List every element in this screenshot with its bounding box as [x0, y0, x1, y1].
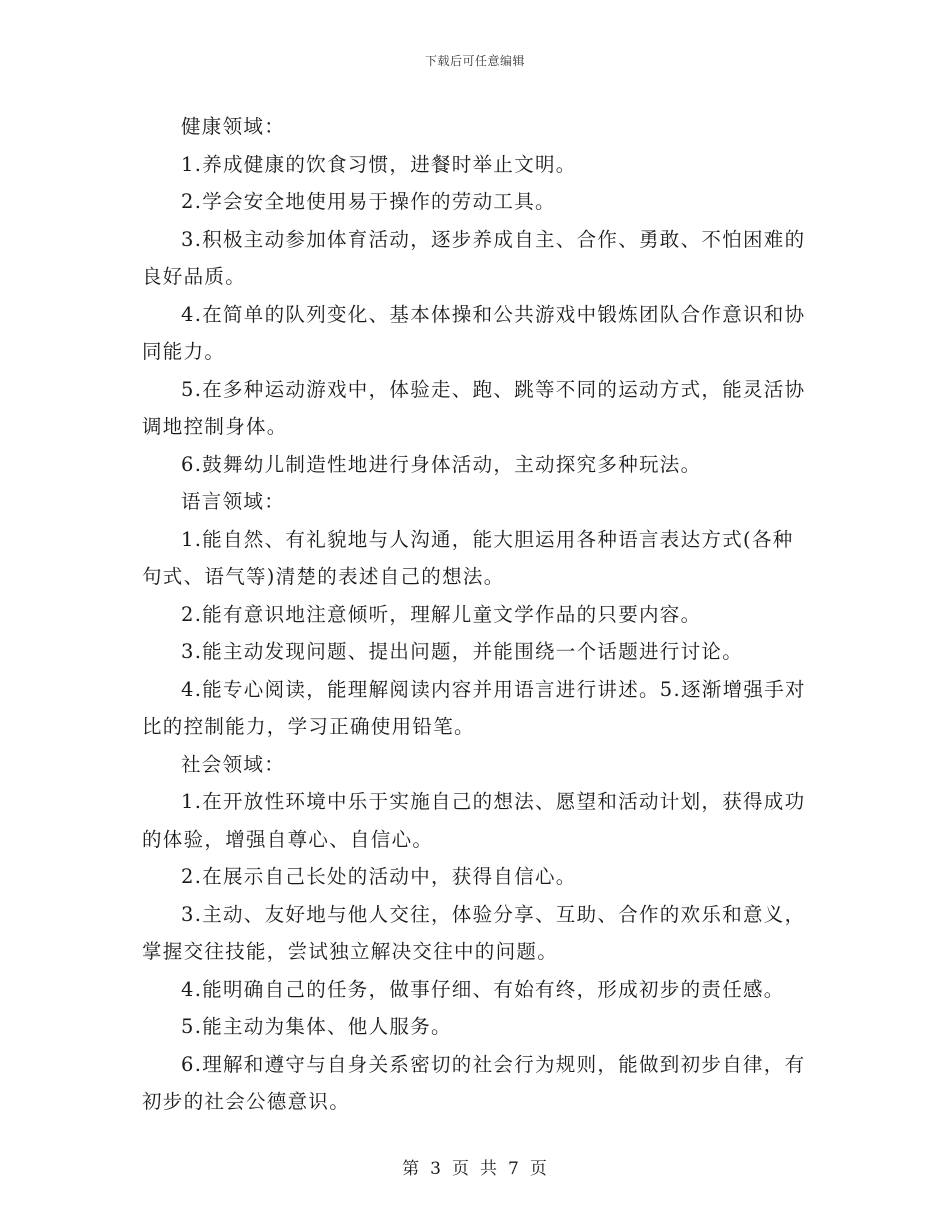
footer-total-label: 共	[480, 1159, 498, 1179]
footer-suffix: 页	[529, 1159, 548, 1179]
page-number-footer	[0, 1154, 950, 1179]
language-item-2: 2.能有意识地注意倾听，理解儿童文学作品的只要内容。	[181, 602, 702, 626]
health-item-6: 6.鼓舞幼儿制造性地进行身体活动，主动探究多种玩法。	[181, 452, 702, 476]
section-heading-social: 社会领域：	[181, 752, 286, 776]
social-item-6: 6.理解和遵守与自身关系密切的社会行为规则，能做到初步自律，有初步的社会公德意识。	[142, 1052, 806, 1113]
section-heading-health: 健康领域：	[181, 115, 286, 138]
language-item-3: 3.能主动发现问题、提出问题，并能围绕一个话题进行讨论。	[181, 640, 744, 663]
page-header-note: 下载后可任意编辑	[424, 54, 525, 68]
health-item-3: 3.积极主动参加体育活动，逐步养成自主、合作、勇敢、不怕困难的良好品质。	[142, 227, 806, 288]
footer-page-label: 页	[452, 1159, 470, 1179]
language-item-1: 1.能自然、有礼貌地与人沟通，能大胆运用各种语言表达方式(各种句式、语气等)清楚的表述自己的想法。	[142, 527, 794, 588]
social-item-1: 1.在开放性环境中乐于实施自己的想法、愿望和活动计划，获得成功的体验，增强自尊心、自信心。	[142, 790, 806, 851]
document-body	[142, 108, 810, 1121]
footer-current-page: 3	[430, 1159, 442, 1179]
social-item-3: 3.主动、友好地与他人交往，体验分享、互助、合作的欢乐和意义，掌握交往技能，尝试独立解决交往中的问题。	[142, 902, 806, 963]
social-item-5: 5.能主动为集体、他人服务。	[181, 1015, 452, 1038]
health-item-1: 1.养成健康的饮食习惯，进餐时举止文明。	[181, 152, 577, 176]
health-item-2: 2.学会安全地使用易于操作的劳动工具。	[181, 190, 556, 213]
social-item-4: 4.能明确自己的任务，做事仔细、有始有终，形成初步的责任感。	[181, 977, 785, 1001]
footer-total-pages: 7	[508, 1159, 520, 1179]
health-item-4: 4.在简单的队列变化、基本体操和公共游戏中锻炼团队合作意识和协同能力。	[142, 302, 806, 363]
social-item-2: 2.在展示自己长处的活动中，获得自信心。	[181, 865, 577, 888]
section-heading-language: 语言领域：	[181, 490, 286, 513]
footer-prefix: 第	[402, 1159, 421, 1179]
language-item-4: 4.能专心阅读，能理解阅读内容并用语言进行讲述。5.逐渐增强手对比的控制能力，学习正确使用铅笔。	[142, 677, 806, 738]
health-item-5: 5.在多种运动游戏中，体验走、跑、跳等不同的运动方式，能灵活协调地控制身体。	[142, 377, 806, 438]
